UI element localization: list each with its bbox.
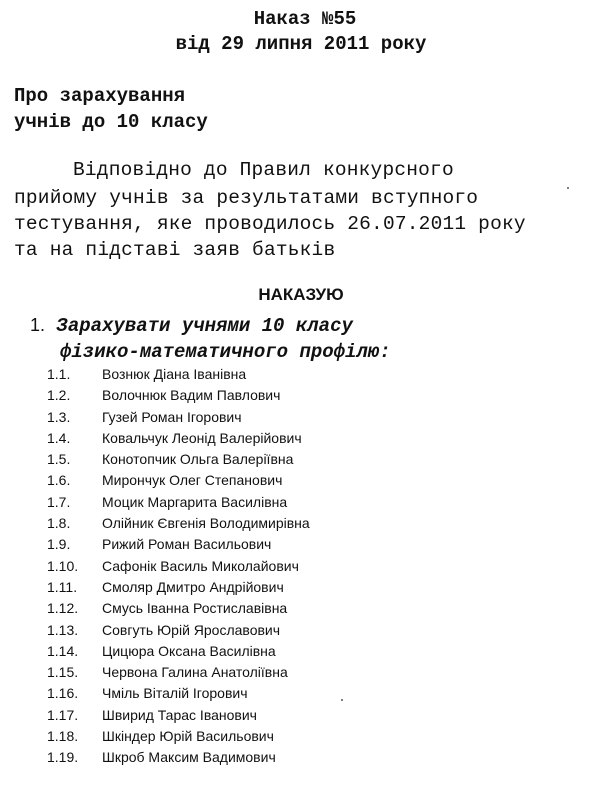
list-item-name: Шкроб Максим Вадимович bbox=[102, 749, 276, 766]
preamble-line-1: Відповідно до Правил конкурсного bbox=[73, 159, 454, 181]
list-item-number: 1.9. bbox=[47, 536, 71, 553]
subject-line-1: Про зарахування bbox=[14, 85, 186, 107]
list-item bbox=[0, 385, 602, 406]
order-date: від 29 липня 2011 року bbox=[175, 33, 427, 55]
list-item bbox=[0, 577, 602, 598]
list-item bbox=[0, 470, 602, 491]
list-item-number: 1.7. bbox=[47, 493, 71, 510]
preamble-line-2: прийому учнів за результатами вступного bbox=[14, 187, 479, 209]
list-item bbox=[0, 513, 602, 534]
item-1-line-2: фізико-математичного профілю: bbox=[60, 341, 391, 363]
list-item-number: 1.11. bbox=[47, 578, 78, 595]
list-item-name: Червона Галина Анатоліївна bbox=[102, 664, 288, 681]
subject-line-2: учнів до 10 класу bbox=[14, 111, 208, 133]
list-item bbox=[0, 449, 602, 470]
list-item-name: Шкіндер Юрій Васильович bbox=[102, 728, 274, 745]
list-item-number: 1.2. bbox=[47, 387, 71, 404]
list-item-number: 1.14. bbox=[47, 642, 79, 659]
scan-speck bbox=[567, 187, 569, 189]
list-item-name: Конотопчик Ольга Валеріївна bbox=[102, 451, 294, 468]
list-item bbox=[0, 747, 602, 768]
item-1-text: Зарахувати учнями 10 класу bbox=[56, 315, 353, 337]
item-1-line-1 bbox=[30, 313, 353, 338]
list-item-name: Цицюра Оксана Василівна bbox=[102, 642, 276, 659]
list-item-number: 1.17. bbox=[47, 706, 79, 723]
list-item bbox=[0, 641, 602, 662]
list-item-number: 1.10. bbox=[47, 557, 79, 574]
list-item bbox=[0, 662, 602, 683]
list-item bbox=[0, 407, 602, 428]
list-item-name: Сафонік Василь Миколайович bbox=[102, 557, 299, 574]
list-item-number: 1.3. bbox=[47, 408, 71, 425]
list-item-name: Смоляр Дмитро Андрійович bbox=[102, 578, 284, 595]
list-item bbox=[0, 598, 602, 619]
item-1-number: 1. bbox=[30, 315, 46, 335]
list-item-name: Гузей Роман Ігорович bbox=[102, 408, 242, 425]
list-item-name: Вознюк Діана Іванівна bbox=[102, 366, 247, 382]
scan-speck bbox=[341, 699, 343, 701]
list-item-name: Швирид Тарас Іванович bbox=[102, 706, 257, 723]
list-item-number: 1.18. bbox=[47, 728, 79, 745]
list-item-name: Рижий Роман Васильович bbox=[102, 536, 272, 553]
list-item-name: Мирончук Олег Степанович bbox=[102, 472, 283, 489]
list-item-number: 1.15. bbox=[47, 664, 79, 681]
list-item-number: 1.12. bbox=[47, 600, 79, 617]
list-item bbox=[0, 683, 602, 704]
list-item bbox=[0, 428, 602, 449]
list-item-number: 1.4. bbox=[47, 429, 71, 446]
preamble-line-4: та на підставі заяв батьків bbox=[14, 239, 336, 261]
list-item bbox=[0, 620, 602, 641]
preamble-line-3: тестування, яке проводилось 26.07.2011 року bbox=[14, 213, 526, 235]
list-item-number: 1.6. bbox=[47, 472, 71, 489]
list-item-name: Моцик Маргарита Василівна bbox=[102, 493, 288, 510]
list-item bbox=[0, 364, 602, 385]
list-item bbox=[0, 726, 602, 747]
list-item-name: Олійник Євгенія Володимирівна bbox=[102, 515, 310, 532]
list-item-name: Смусь Іванна Ростиславівна bbox=[102, 600, 288, 617]
list-item-number: 1.8. bbox=[47, 515, 71, 532]
list-item-name: Ковальчук Леонід Валерійович bbox=[102, 429, 302, 446]
list-item-number: 1.13. bbox=[47, 621, 79, 638]
list-item bbox=[0, 492, 602, 513]
list-item bbox=[0, 534, 602, 555]
list-item-name: Совгуть Юрій Ярославович bbox=[102, 621, 281, 638]
list-item-name: Чміль Віталій Ігорович bbox=[102, 685, 248, 702]
list-item-number: 1.16. bbox=[47, 685, 79, 702]
list-item-number: 1.1. bbox=[47, 366, 71, 382]
list-item-name: Волочнюк Вадим Павлович bbox=[102, 387, 281, 404]
order-title: Наказ №55 bbox=[253, 8, 357, 30]
student-list bbox=[0, 364, 602, 769]
decree-heading: НАКАЗУЮ bbox=[258, 285, 344, 304]
list-item-number: 1.19. bbox=[47, 749, 79, 766]
list-item-number: 1.5. bbox=[47, 451, 71, 468]
list-item bbox=[0, 705, 602, 726]
list-item bbox=[0, 556, 602, 577]
